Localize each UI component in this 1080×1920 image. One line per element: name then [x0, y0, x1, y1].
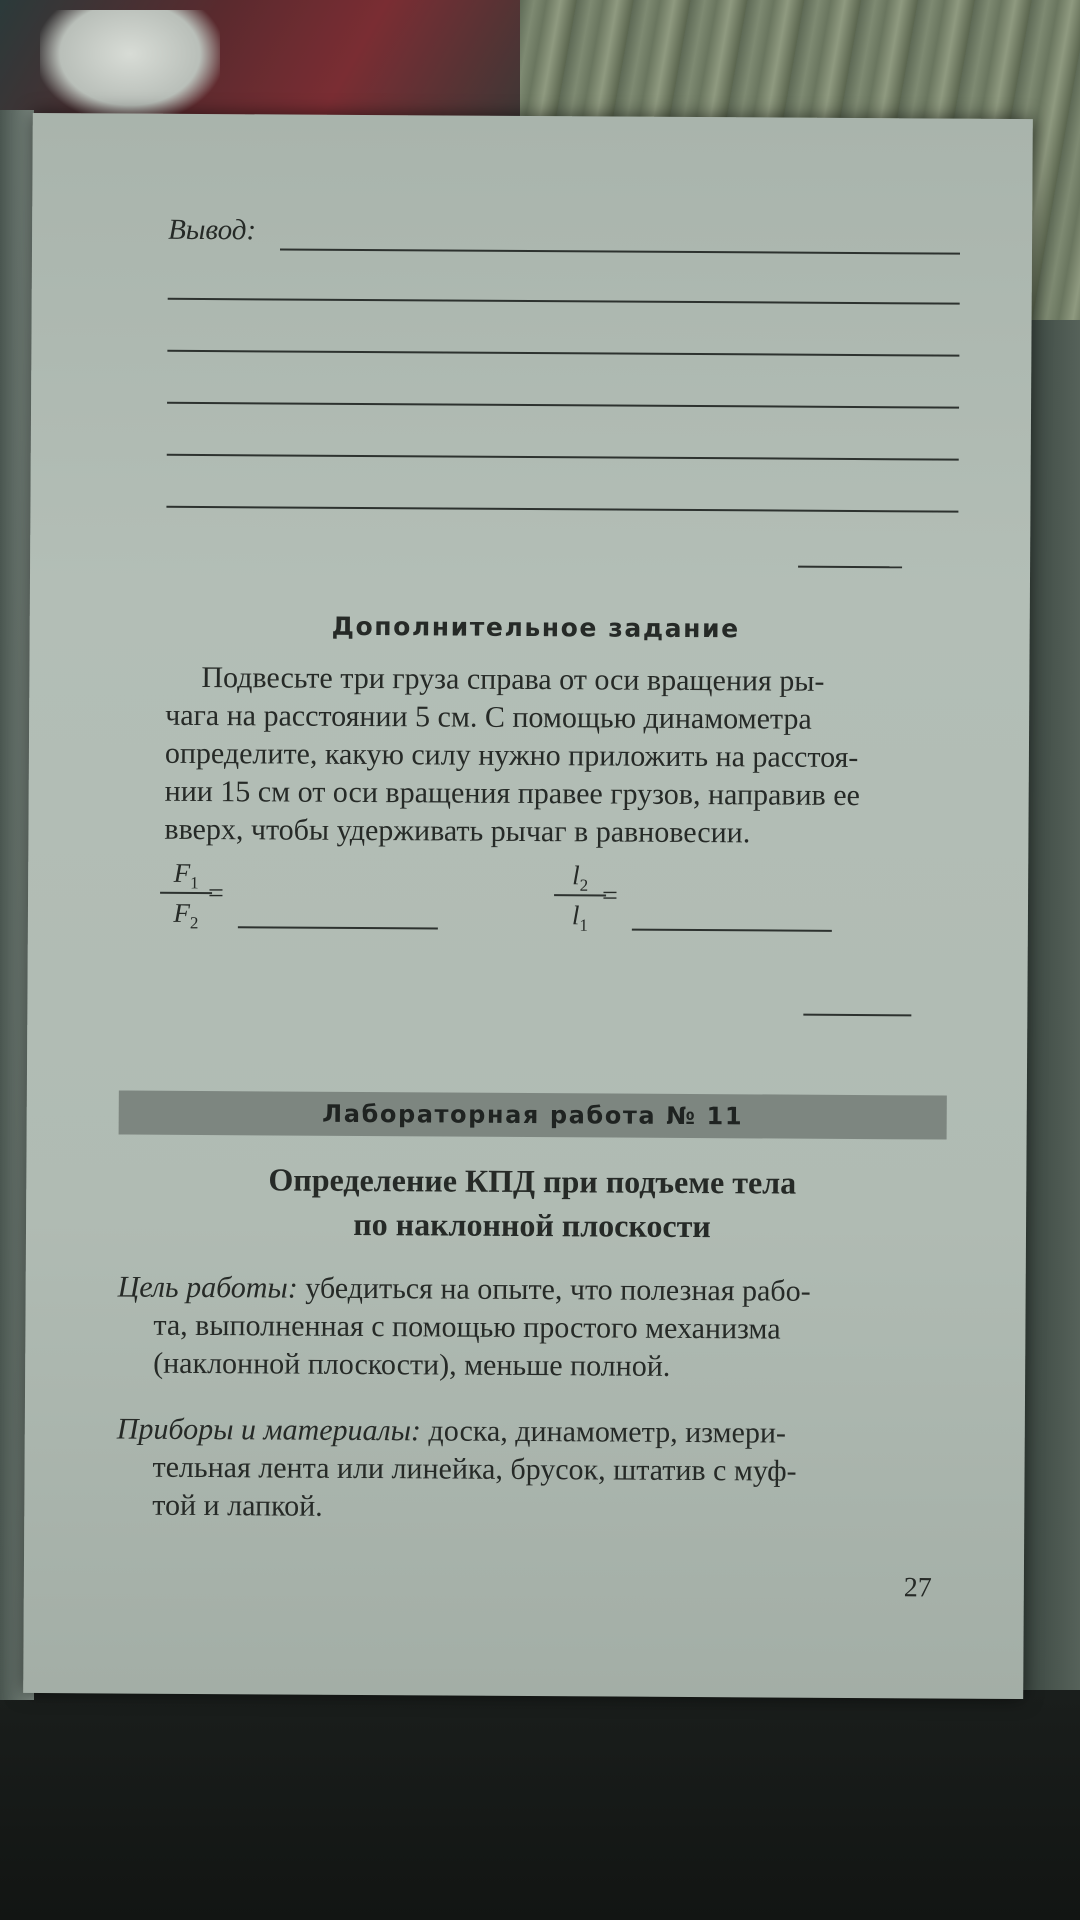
text-line: Подвесьте три груза справа от оси вращения ры- [201, 661, 825, 698]
text-line: чага на расстоянии 5 см. С помощью динамометра [165, 698, 812, 736]
additional-task-text [164, 659, 957, 854]
grade-line[interactable] [803, 1014, 911, 1017]
equals-sign: = [601, 880, 618, 912]
answer-line[interactable] [167, 454, 959, 461]
lab-title-line-2: по наклонной плоскости [353, 1205, 711, 1245]
fraction-denominator: $l_1$ [571, 900, 588, 935]
lab-materials [116, 1410, 953, 1529]
goal-label: Цель работы: [117, 1270, 298, 1305]
materials-label: Приборы и материалы: [116, 1412, 422, 1448]
conclusion-label: Вывод: [168, 213, 257, 247]
length-ratio-answer-line[interactable] [632, 929, 832, 932]
background-dark-surface [0, 1690, 1080, 1920]
text-line: нии 15 см от оси вращения правее грузов, направив ее [164, 774, 860, 813]
answer-line[interactable] [280, 248, 960, 254]
lab-work-banner [119, 1091, 947, 1140]
answer-line[interactable] [167, 402, 959, 409]
fraction-denominator: $F_2$ [173, 897, 199, 933]
fraction-numerator: $l_2$ [572, 860, 589, 895]
grade-line[interactable] [798, 566, 902, 569]
fraction-bar [160, 892, 212, 894]
answer-line[interactable] [168, 298, 960, 305]
background-white-fabric [40, 10, 220, 120]
page-number: 27 [903, 1572, 932, 1604]
text-line: (наклонной плоскости), меньше полной. [153, 1346, 671, 1383]
text-line: вверх, чтобы удерживать рычаг в равновесии. [164, 812, 751, 850]
text-line: убедиться на опыте, что полезная рабо- [305, 1271, 811, 1308]
text-line: той и лапкой. [152, 1488, 323, 1523]
lab-work-banner-text: Лабораторная работа № 11 [322, 1099, 744, 1131]
lab-title-line-1: Определение КПД при подъеме тела [268, 1161, 797, 1201]
text-line: доска, динамометр, измери- [428, 1414, 787, 1450]
text-line: тельная лента или линейка, брусок, штатив с муф- [152, 1450, 797, 1488]
lab-goal [117, 1269, 954, 1388]
text-line: определите, какую силу нужно приложить на расстоя- [164, 736, 859, 775]
workbook-page [23, 113, 1033, 1699]
force-ratio-answer-line[interactable] [238, 926, 438, 929]
answer-line[interactable] [167, 350, 959, 357]
answer-line[interactable] [166, 506, 958, 513]
fraction-numerator: $F_1$ [173, 857, 199, 893]
equals-sign: = [207, 878, 224, 910]
text-line: та, выполненная с помощью простого механизма [153, 1308, 781, 1346]
additional-task-heading: Дополнительное задание [331, 611, 740, 644]
